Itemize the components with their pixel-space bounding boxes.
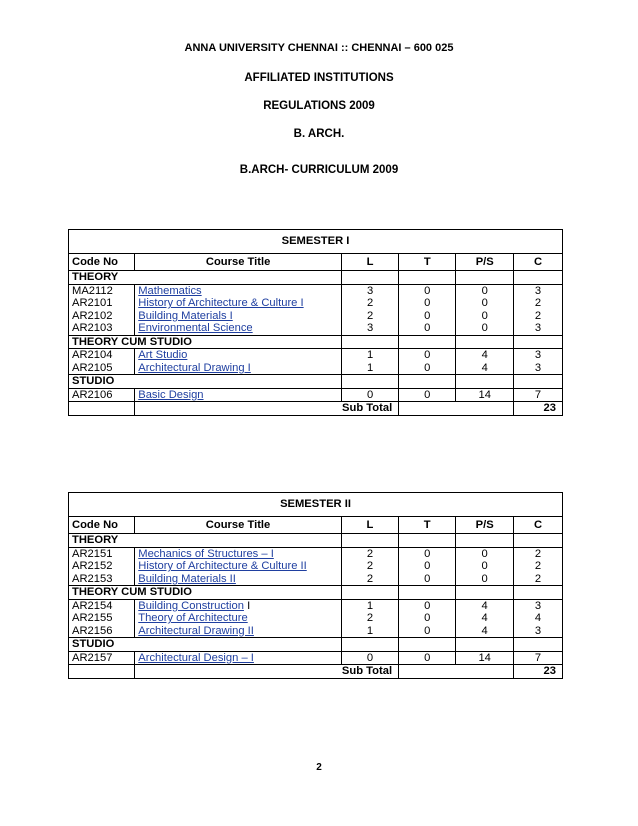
subtotal-row [69,402,563,416]
semester-2-table [68,492,563,679]
section-row [69,586,563,600]
curriculum-heading: B.ARCH- CURRICULUM 2009 [239,164,399,176]
course-practical: 4 [456,599,514,612]
course-title-link[interactable]: History of Architecture & Culture II [138,560,307,572]
course-code: AR2155 [69,612,135,625]
course-lecture: 1 [341,362,398,375]
subtotal-label: Sub Total [135,402,399,416]
course-lecture: 1 [341,625,398,638]
degree-heading: B. ARCH. [293,128,345,140]
course-credits: 7 [514,388,563,402]
subtotal-row [69,665,563,679]
col-l-header: L [341,253,398,271]
course-title-cell [135,388,342,402]
course-row [69,612,563,625]
course-code: AR2104 [69,349,135,362]
course-row [69,362,563,375]
course-tutorial: 0 [399,322,456,335]
course-credits: 3 [514,322,563,335]
course-credits: 2 [514,310,563,323]
col-c-header: C [514,253,563,271]
course-title-cell [135,573,342,586]
subtotal-label: Sub Total [135,665,399,679]
course-lecture: 1 [341,349,398,362]
course-code: AR2102 [69,310,135,323]
course-row [69,625,563,638]
course-title-link[interactable]: Art Studio [138,349,188,361]
course-title-cell [135,322,342,335]
course-tutorial: 0 [399,560,456,573]
course-row [69,651,563,665]
course-tutorial: 0 [399,362,456,375]
course-row [69,599,563,612]
subtotal-value: 23 [514,665,563,679]
section-row [69,335,563,349]
course-code: AR2105 [69,362,135,375]
course-lecture: 2 [341,297,398,310]
course-title-cell [135,599,342,612]
course-credits: 2 [514,547,563,560]
column-header-row [69,516,563,534]
course-tutorial: 0 [399,612,456,625]
course-tutorial: 0 [399,310,456,323]
section-row [69,638,563,652]
course-row [69,297,563,310]
section-row [69,271,563,285]
course-code: AR2152 [69,560,135,573]
section-label: THEORY [69,534,342,548]
course-title-link[interactable]: Building Materials II [138,572,236,585]
course-practical: 0 [456,310,514,323]
course-credits: 3 [514,349,563,362]
course-practical: 4 [456,625,514,638]
course-tutorial: 0 [399,388,456,402]
course-tutorial: 0 [399,284,456,297]
course-title-cell [135,362,342,375]
course-lecture: 0 [341,651,398,665]
course-tutorial: 0 [399,573,456,586]
course-credits: 2 [514,560,563,573]
course-lecture: 2 [341,560,398,573]
course-code: AR2156 [69,625,135,638]
course-practical: 14 [456,388,514,402]
col-t-header: T [399,253,456,271]
course-lecture: 2 [341,547,398,560]
course-title-cell [135,547,342,560]
course-tutorial: 0 [399,349,456,362]
course-code: MA2112 [69,284,135,297]
course-title-cell [135,349,342,362]
affiliated-heading: AFFILIATED INSTITUTIONS [244,72,394,84]
course-title-link[interactable]: Architectural Drawing II [138,624,254,637]
course-code: AR2153 [69,573,135,586]
semester-title: SEMESTER I [69,230,563,254]
course-tutorial: 0 [399,297,456,310]
course-lecture: 2 [341,573,398,586]
course-title-cell [135,310,342,323]
col-title-header: Course Title [135,516,342,534]
semester-title: SEMESTER II [69,493,563,517]
course-practical: 4 [456,612,514,625]
course-row [69,560,563,573]
course-practical: 0 [456,560,514,573]
course-tutorial: 0 [399,547,456,560]
course-title-link[interactable]: Architectural Drawing I [138,361,251,374]
course-row [69,349,563,362]
course-practical: 0 [456,284,514,297]
course-title-link[interactable]: Environmental Science [138,322,253,334]
course-credits: 3 [514,284,563,297]
course-title-cell [135,284,342,297]
col-c-header: C [514,516,563,534]
section-label: THEORY [69,271,342,285]
course-code: AR2154 [69,599,135,612]
course-lecture: 1 [341,599,398,612]
course-code: AR2151 [69,547,135,560]
course-credits: 3 [514,362,563,375]
course-code: AR2103 [69,322,135,335]
course-title-link[interactable]: History of Architecture & Culture I [138,297,304,309]
course-credits: 2 [514,297,563,310]
course-lecture: 2 [341,612,398,625]
col-l-header: L [341,516,398,534]
course-practical: 0 [456,297,514,310]
course-row [69,547,563,560]
course-code: AR2157 [69,651,135,665]
course-practical: 0 [456,573,514,586]
course-row [69,322,563,335]
course-title-link[interactable]: Theory of Architecture [138,612,248,624]
course-row [69,284,563,297]
col-t-header: T [399,516,456,534]
course-lecture: 3 [341,322,398,335]
course-title-link[interactable]: Architectural Design – I [138,651,254,664]
course-practical: 0 [456,547,514,560]
col-ps-header: P/S [456,253,514,271]
course-lecture: 0 [341,388,398,402]
section-row [69,534,563,548]
course-credits: 3 [514,599,563,612]
course-row [69,310,563,323]
course-practical: 14 [456,651,514,665]
course-credits: 3 [514,625,563,638]
regulations-heading: REGULATIONS 2009 [263,100,375,112]
course-title-cell [135,560,342,573]
section-row [69,375,563,389]
course-practical: 0 [456,322,514,335]
course-tutorial: 0 [399,625,456,638]
course-code: AR2106 [69,388,135,402]
course-code: AR2101 [69,297,135,310]
course-title-cell [135,297,342,310]
course-title-cell [135,625,342,638]
col-title-header: Course Title [135,253,342,271]
course-title-link[interactable]: Building Construction [138,599,244,612]
course-credits: 7 [514,651,563,665]
section-label: STUDIO [69,638,342,652]
column-header-row [69,253,563,271]
course-lecture: 2 [341,310,398,323]
col-ps-header: P/S [456,516,514,534]
course-credits: 2 [514,573,563,586]
course-practical: 4 [456,362,514,375]
course-title-cell [135,651,342,665]
page-number: 2 [316,762,322,773]
course-row [69,388,563,402]
course-title-link[interactable]: Mechanics of Structures – I [138,547,274,560]
section-label: THEORY CUM STUDIO [69,335,342,349]
university-header: ANNA UNIVERSITY CHENNAI :: CHENNAI – 600 025 [184,42,454,54]
semester-1-table [68,229,563,416]
col-code-header: Code No [69,253,135,271]
course-credits: 4 [514,612,563,625]
course-title-link[interactable]: Building Materials I [138,309,233,322]
course-tutorial: 0 [399,599,456,612]
course-tutorial: 0 [399,651,456,665]
course-title-link[interactable]: Mathematics [138,284,202,297]
course-lecture: 3 [341,284,398,297]
subtotal-value: 23 [514,402,563,416]
section-label: STUDIO [69,375,342,389]
course-practical: 4 [456,349,514,362]
course-row [69,573,563,586]
course-title-link[interactable]: Basic Design [138,388,204,401]
col-code-header: Code No [69,516,135,534]
course-title-cell [135,612,342,625]
course-title-suffix: I [243,599,251,612]
section-label: THEORY CUM STUDIO [69,586,342,600]
